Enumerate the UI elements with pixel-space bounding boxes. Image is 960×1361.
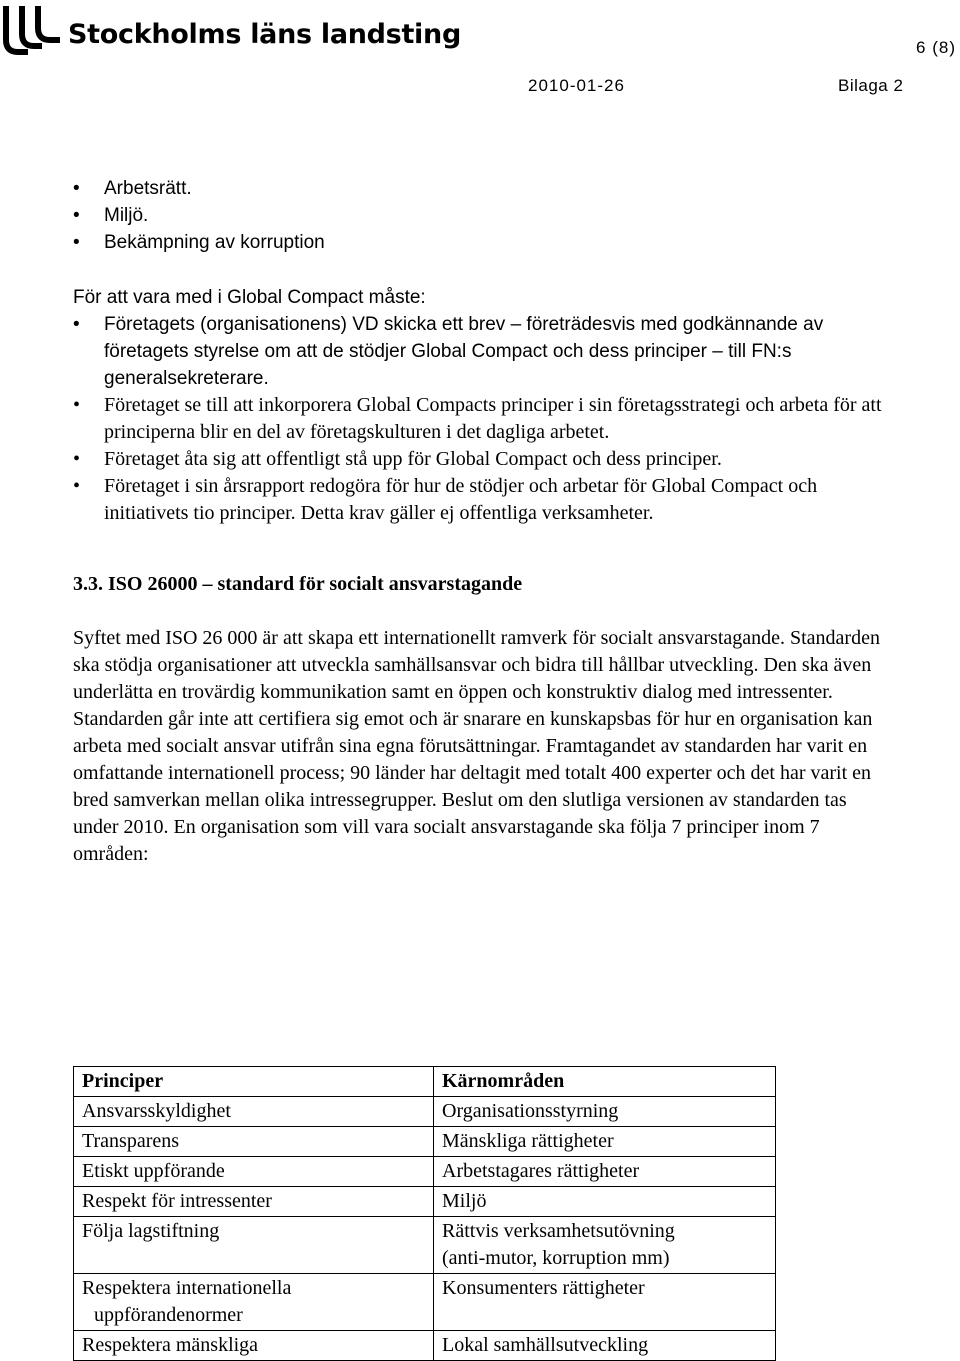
table-cell: Respektera mänskliga xyxy=(74,1331,434,1361)
document-body xyxy=(73,175,893,868)
table-row xyxy=(74,1127,776,1157)
requirement-text: Företaget se till att inkorporera Global Compacts principer i sin företagsstrategi och arbeta för att principerna blir en del av företagskulturen i det dagliga arbetet. xyxy=(104,394,882,443)
principles-table xyxy=(73,1066,776,1361)
sll-logo-icon xyxy=(2,4,62,56)
top-bullet-list xyxy=(73,175,893,256)
org-name: Stockholms läns landsting xyxy=(68,18,461,50)
header-logo xyxy=(0,0,461,60)
cell-line: Rättvis verksamhetsutövning xyxy=(442,1220,675,1242)
table-cell: Ansvarsskyldighet xyxy=(74,1097,434,1127)
list-item: • Företaget i sin årsrapport redogöra för hur de stödjer och arbetar för Global Compact och initiativets tio principer. Detta krav gäller ej offentliga verksamheter. xyxy=(73,473,893,527)
table-cell xyxy=(74,1274,434,1331)
document-date: 2010-01-26 xyxy=(528,76,625,95)
cell-line: (anti-mutor, korruption mm) xyxy=(442,1247,670,1269)
table-cell: Lokal samhällsutveckling xyxy=(434,1331,776,1361)
table-cell: Transparens xyxy=(74,1127,434,1157)
table-cell: Etiskt uppförande xyxy=(74,1157,434,1187)
table-row xyxy=(74,1217,776,1274)
appendix-label: Bilaga 2 xyxy=(838,76,904,95)
table-header-row xyxy=(74,1067,776,1097)
table-row xyxy=(74,1097,776,1127)
gc-intro: För att vara med i Global Compact måste: xyxy=(73,287,426,308)
cell-line: uppförandenormer xyxy=(94,1304,243,1326)
table-cell: Respekt för intressenter xyxy=(74,1187,434,1217)
table-row xyxy=(74,1274,776,1331)
list-item: • Företagets (organisationens) VD skicka ett brev – företrädesvis med godkännande av företagets styrelse om att de stödjer Global Compact och dess principer – till FN:s generalsekreterare. xyxy=(73,311,893,392)
list-item: • Miljö. xyxy=(73,202,893,229)
page-number: 6 (8) xyxy=(916,38,956,57)
table-cell: Mänskliga rättigheter xyxy=(434,1127,776,1157)
list-item: • Arbetsrätt. xyxy=(73,175,893,202)
gc-requirements-list xyxy=(73,311,893,527)
list-item: • Företaget åta sig att offentligt stå upp för Global Compact och dess principer. xyxy=(73,446,893,473)
column-header: Principer xyxy=(74,1067,434,1097)
table-cell: Arbetstagares rättigheter xyxy=(434,1157,776,1187)
table-row xyxy=(74,1187,776,1217)
table-cell: Konsumenters rättigheter xyxy=(434,1274,776,1331)
table-row xyxy=(74,1157,776,1187)
table-row xyxy=(74,1331,776,1361)
section-heading: 3.3. ISO 26000 – standard för socialt ansvarstagande xyxy=(73,573,523,595)
cell-line: Respektera internationella xyxy=(82,1277,292,1299)
table-cell: Miljö xyxy=(434,1187,776,1217)
list-item: • Bekämpning av korruption xyxy=(73,229,893,256)
table-cell: Organisationsstyrning xyxy=(434,1097,776,1127)
list-item xyxy=(73,392,893,446)
section-body: Syftet med ISO 26 000 är att skapa ett internationellt ramverk för socialt ansvarstagande. Standarden ska stödja organisationer att utveckla samhällsansvar och bidra till hållbar utveckling. Den ska även underlätta en trovärdig kommunikation samt en öppen och konstruktiv dialog med intressenter. Standarden går inte att certifiera sig emot och är snarare en kunskapsbas för hur en organisation kan arbeta med socialt ansvar utifrån sina egna förutsättningar. Framtagandet av standarden har varit en omfattande internationell process; 90 länder har deltagit med totalt 400 experter och det har varit en bred samverkan mellan olika intressegrupper. Beslut om den slutliga versionen av standarden tas under 2010. En organisation som vill vara socialt ansvarstagande ska följa 7 principer inom 7 områden: xyxy=(73,627,880,865)
column-header: Kärnområden xyxy=(434,1067,776,1097)
table-cell xyxy=(434,1217,776,1274)
table-cell: Följa lagstiftning xyxy=(74,1217,434,1274)
